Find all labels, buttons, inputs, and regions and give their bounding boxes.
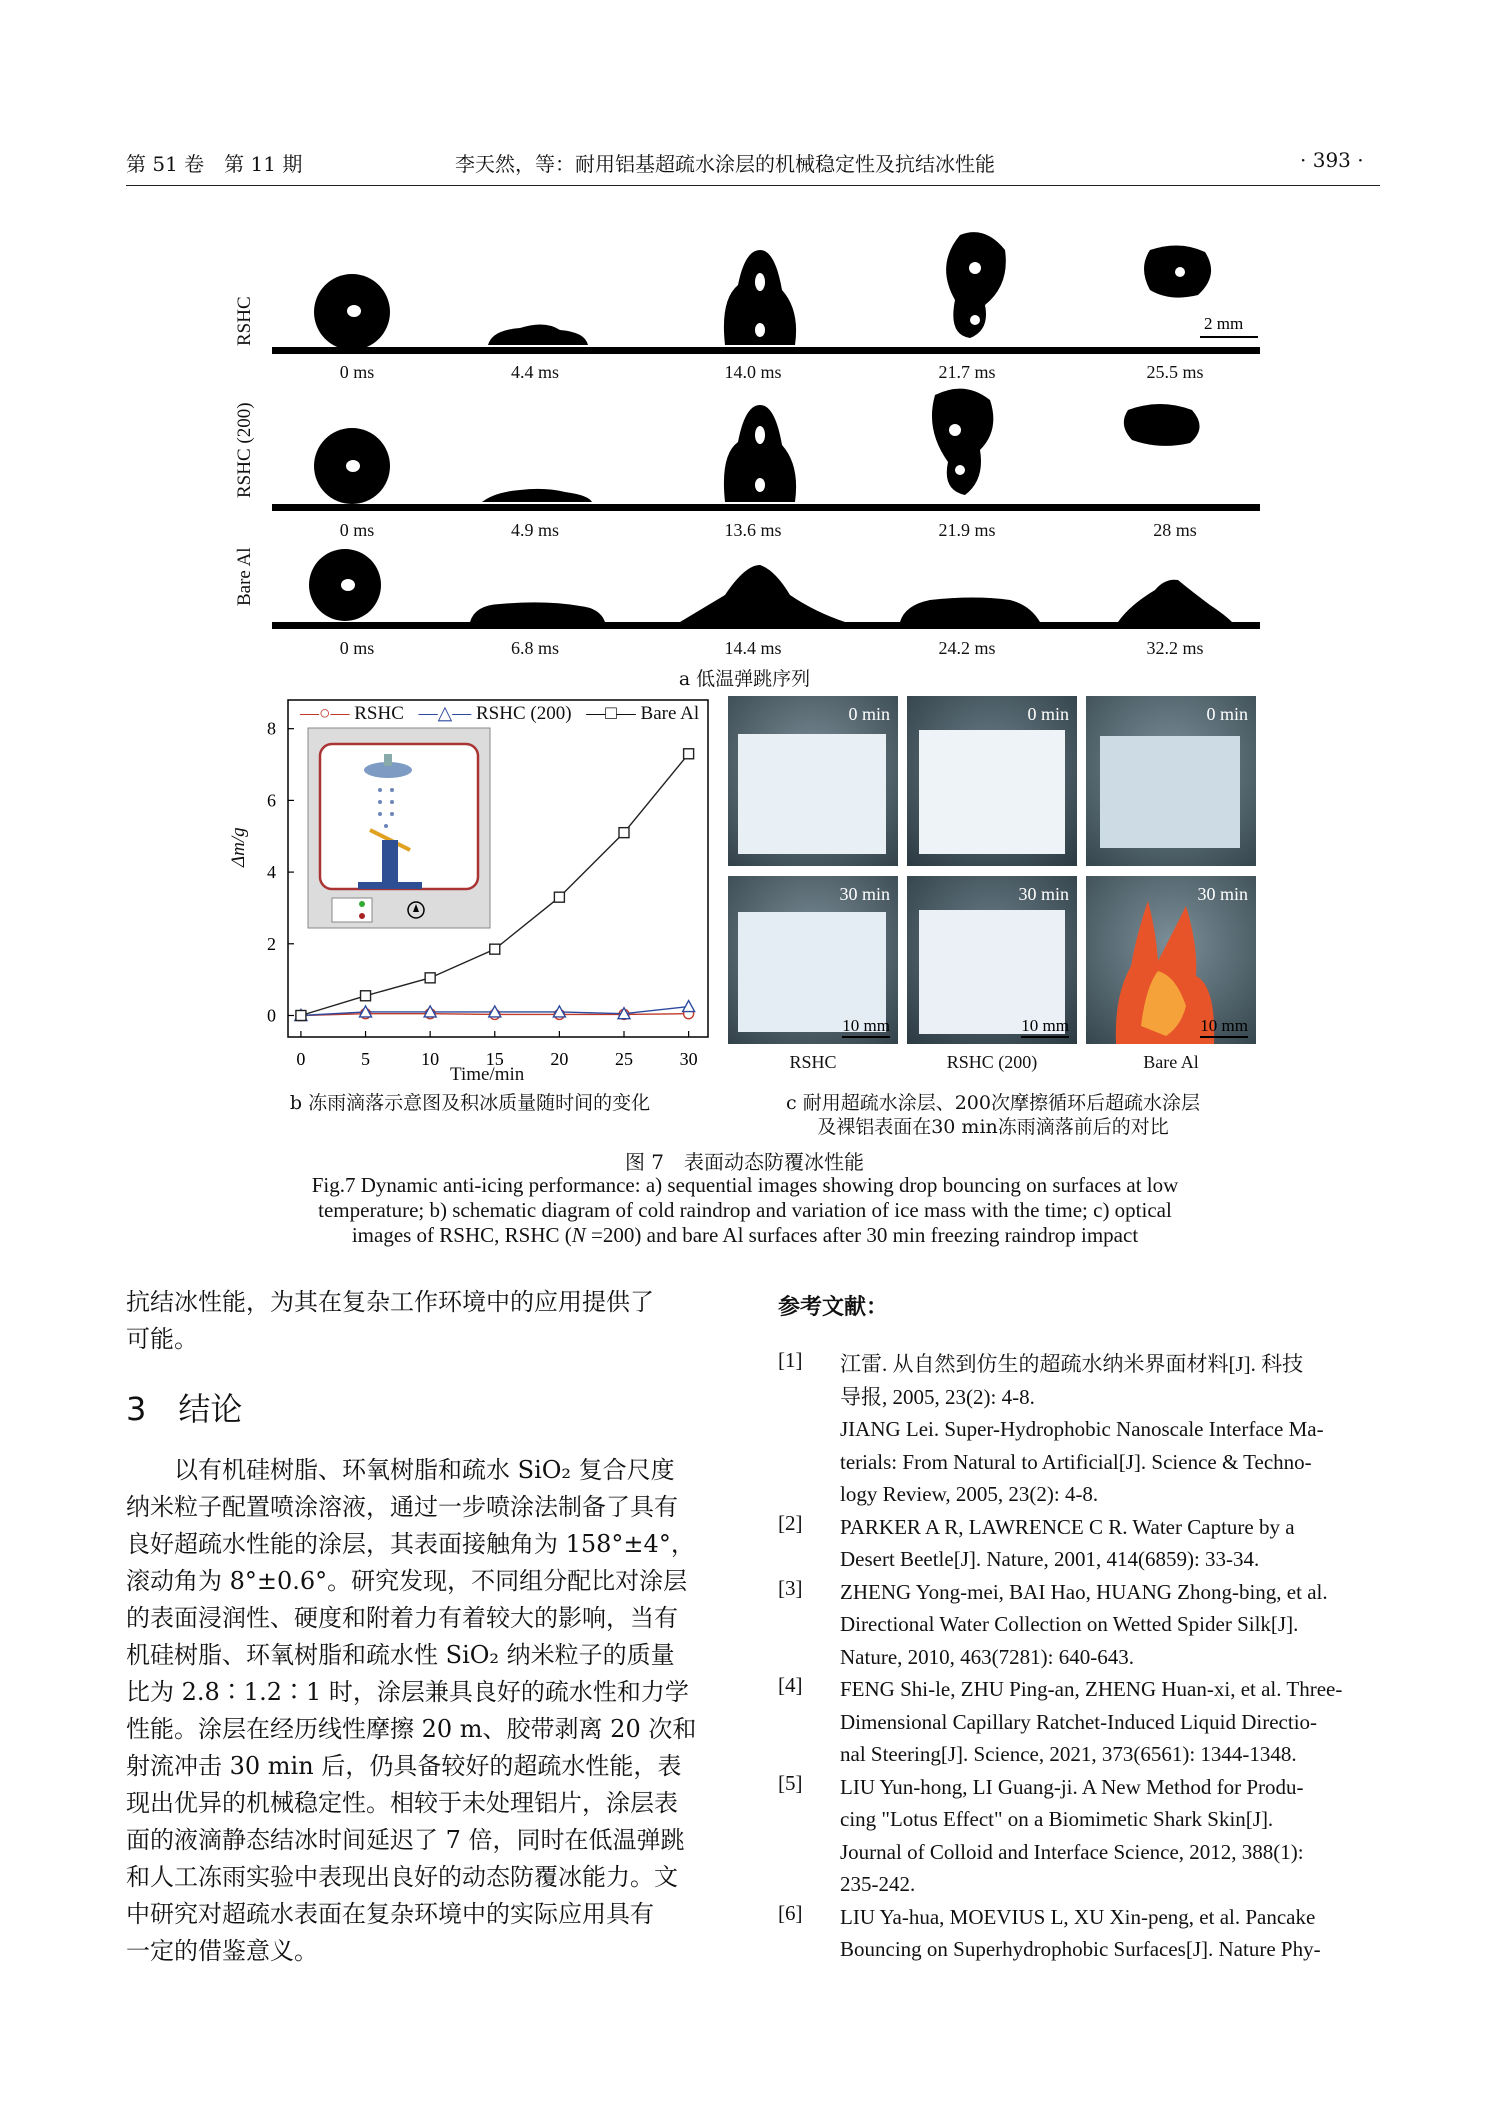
text-line: 滚动角为 8°±0.6°。研究发现，不同组分配比对涂层	[126, 1567, 688, 1595]
y-tick-label: 2	[267, 933, 276, 954]
legend-marker-bareal: —□—	[586, 703, 636, 724]
drop-hole	[341, 579, 355, 591]
conclusion-paragraph	[126, 1452, 726, 1970]
time-label: 25.5 ms	[1146, 362, 1204, 382]
ground-line	[272, 504, 1260, 511]
photo-rshc-0min	[728, 696, 898, 866]
data-point	[619, 828, 629, 838]
text-line: 射流冲击 30 min 后，仍具备较好的超疏水性能，表	[126, 1752, 682, 1780]
figure-a-drops	[0, 0, 1489, 700]
photo-rshc-30min	[728, 876, 898, 1044]
drop-hole	[755, 426, 765, 444]
time-label: 0 ms	[339, 520, 375, 540]
reference-item	[778, 1511, 1380, 1576]
drop	[900, 598, 1040, 623]
reference-item	[778, 1348, 1380, 1511]
indicator-green	[359, 901, 365, 907]
x-tick-label: 10	[421, 1049, 440, 1069]
data-point	[683, 1001, 695, 1012]
y-tick-label: 6	[267, 790, 276, 811]
inset-schematic	[308, 728, 490, 928]
x-tick-label: 0	[296, 1049, 306, 1069]
reference-line: terials: From Natural to Artificial[J]. Science & Techno-	[840, 1449, 1312, 1474]
figure-caption-en-1: Fig.7 Dynamic anti-icing performance: a) sequential images showing drop bouncing on surfaces at low	[311, 1173, 1179, 1197]
drop	[488, 324, 588, 345]
data-point	[296, 1010, 306, 1020]
reference-item	[778, 1673, 1380, 1771]
figure-c-caption-2: 及裸铝表面在30 min冻雨滴落前后的对比	[817, 1116, 1169, 1138]
reference-line: FENG Shi-le, ZHU Ping-an, ZHENG Huan-xi, et al. Three-	[840, 1677, 1343, 1701]
photo-time: 30 min	[1197, 884, 1248, 904]
header-title: 李天然，等：耐用铝基超疏水涂层的机械稳定性及抗结冰性能	[455, 152, 995, 176]
chart-legend	[300, 702, 699, 725]
scale-bar-label: 2 mm	[1204, 314, 1244, 333]
time-label: 0 ms	[339, 638, 375, 658]
reference-number: [4]	[778, 1673, 803, 1697]
drop-hole	[969, 262, 981, 274]
time-label: 13.6 ms	[724, 520, 782, 540]
drop	[1124, 404, 1200, 446]
y-tick-label: 4	[267, 862, 276, 883]
drop	[680, 565, 845, 622]
photo-rshc200-0min	[907, 696, 1077, 866]
stand-base	[358, 882, 422, 889]
photo-time: 30 min	[1018, 884, 1069, 904]
text-line: 中研究对超疏水表面在复杂环境中的实际应用具有	[126, 1900, 654, 1928]
photo-time: 0 min	[1027, 704, 1069, 724]
reference-number: [5]	[778, 1770, 803, 1795]
legend-marker-rshc200: —△—	[418, 703, 472, 724]
time-label: 4.9 ms	[510, 520, 559, 540]
photo-time: 30 min	[839, 884, 890, 904]
header-page: · 393 ·	[1300, 148, 1364, 172]
x-tick-label: 15	[485, 1049, 504, 1069]
photo-time: 0 min	[1206, 704, 1248, 724]
text-line: 良好超疏水性能的涂层，其表面接触角为 158°±4°，	[126, 1530, 695, 1558]
time-label: 21.9 ms	[938, 520, 996, 540]
text-line: 性能。涂层在经历线性摩擦 20 m、胶带剥离 20 次和	[126, 1715, 697, 1743]
reference-line: Journal of Colloid and Interface Science, 2012, 388(1):	[840, 1839, 1304, 1864]
x-tick-label: 25	[615, 1049, 633, 1069]
text-line: 比为 2.8∶1.2∶1 时，涂层兼具良好的疏水性和力学	[126, 1678, 689, 1706]
reference-line: 江雷. 从自然到仿生的超疏水纳米界面材料[J]. 科技	[840, 1352, 1304, 1376]
drop-hole	[755, 478, 765, 492]
text-line: 一定的借鉴意义。	[126, 1937, 318, 1965]
figure-caption-en-3: images of RSHC, RSHC (N =200) and bare Al surfaces after 30 min freezing raindrop impact	[351, 1223, 1139, 1247]
row-label-bareal: Bare Al	[234, 547, 255, 606]
reference-item	[778, 1576, 1380, 1674]
figure-a	[0, 0, 1489, 700]
drop-hole	[1175, 267, 1185, 277]
drop-hole	[755, 323, 765, 337]
text-line: 现出优异的机械稳定性。相较于未处理铝片，涂层表	[126, 1789, 678, 1817]
legend-rshc: RSHC	[354, 703, 404, 724]
photo-label-bareal: Bare Al	[1143, 1052, 1199, 1072]
data-point	[684, 749, 694, 759]
drop-hole	[970, 315, 980, 325]
figure-c-caption-1: c 耐用超疏水涂层、200次摩擦循环后超疏水涂层	[786, 1092, 1200, 1114]
row-bareal-drops	[309, 549, 1232, 622]
time-label: 0 ms	[339, 362, 375, 382]
figure-caption-cn: 图 7 表面动态防覆冰性能	[624, 1150, 865, 1174]
photo-label-rshc: RSHC	[789, 1052, 837, 1072]
reference-line: cing "Lotus Effect" on a Biomimetic Shark Skin[J].	[840, 1807, 1274, 1831]
figure-b-caption: b 冻雨滴落示意图及积冰质量随时间的变化	[289, 1092, 651, 1114]
text-line: 可能。	[126, 1325, 198, 1353]
photo-time: 0 min	[848, 704, 890, 724]
photo-scale-bar: 10 mm	[842, 1016, 890, 1038]
text-line: 纳米粒子配置喷涂溶液，通过一步喷涂法制备了具有	[126, 1493, 678, 1521]
y-tick-label: 0	[267, 1005, 276, 1026]
drop	[932, 389, 993, 495]
time-label: 14.4 ms	[724, 638, 782, 658]
text-line: 的表面浸润性、硬度和附着力有着较大的影响，当有	[126, 1604, 678, 1632]
figure-a-caption: a 低温弹跳序列	[678, 668, 811, 690]
figure-c	[728, 696, 1258, 1126]
indicator-red	[359, 913, 365, 919]
reference-line: Nature, 2010, 463(7281): 640-643.	[840, 1644, 1134, 1669]
reference-number: [2]	[778, 1510, 803, 1535]
figure-b	[220, 692, 720, 1092]
row-rshc200-drops	[314, 389, 1200, 504]
reference-item	[778, 1901, 1380, 1966]
legend-marker-rshc: —○—	[300, 703, 350, 724]
reference-number: [1]	[778, 1348, 803, 1372]
reference-line: nal Steering[J]. Science, 2021, 373(6561): 1344-1348.	[840, 1742, 1297, 1766]
x-tick-label: 30	[679, 1049, 698, 1069]
drop-hole	[949, 424, 961, 436]
reference-line: LIU Yun-hong, LI Guang-ji. A New Method for Produ-	[840, 1774, 1304, 1799]
time-label: 21.7 ms	[938, 362, 996, 382]
time-label: 28 ms	[1153, 520, 1197, 540]
reference-number: [6]	[778, 1900, 803, 1925]
data-point	[490, 944, 500, 954]
text-line: 机硅树脂、环氧树脂和疏水性 SiO₂ 纳米粒子的质量	[126, 1641, 675, 1669]
reference-line: JIANG Lei. Super-Hydrophobic Nanoscale Interface Ma-	[840, 1417, 1324, 1441]
y-tick-label: 8	[267, 718, 276, 739]
reference-number: [3]	[778, 1575, 803, 1600]
data-point	[554, 892, 564, 902]
reference-line: Bouncing on Superhydrophobic Surfaces[J]. Nature Phy-	[840, 1937, 1321, 1961]
header-volume: 第 51 卷 第 11 期	[126, 152, 303, 176]
drop	[1118, 580, 1232, 622]
references-title: 参考文献：	[778, 1295, 889, 1320]
photo-bareal-0min	[1086, 696, 1256, 866]
section-title: 3 结论	[126, 1390, 243, 1428]
ice-mass-chart	[220, 692, 720, 1092]
reference-line: 导报, 2005, 23(2): 4-8.	[840, 1384, 1035, 1409]
legend-bareal: Bare Al	[640, 703, 700, 724]
references-list	[778, 1348, 1380, 1966]
drop-hole	[755, 273, 765, 291]
reference-line: 235-242.	[840, 1872, 916, 1896]
reference-line: ZHENG Yong-mei, BAI Hao, HUANG Zhong-bing, et al.	[840, 1579, 1328, 1604]
reference-line: PARKER A R, LAWRENCE C R. Water Capture by a	[840, 1514, 1295, 1539]
reference-line: logy Review, 2005, 23(2): 4-8.	[840, 1482, 1099, 1506]
row-rshc-drops	[314, 232, 1211, 350]
photo-label-rshc200: RSHC (200)	[946, 1052, 1038, 1072]
time-label: 32.2 ms	[1146, 638, 1204, 658]
drop-hole	[346, 460, 360, 472]
drop-hole	[347, 305, 361, 317]
x-tick-label: 5	[361, 1049, 371, 1069]
time-label: 14.0 ms	[724, 362, 782, 382]
control-panel	[332, 898, 372, 922]
drop	[470, 602, 605, 622]
reference-line: Dimensional Capillary Ratchet-Induced Liquid Directio-	[840, 1709, 1318, 1734]
photo-rshc200-30min	[907, 876, 1077, 1044]
reference-line: LIU Ya-hua, MOEVIUS L, XU Xin-peng, et al. Pancake	[840, 1904, 1316, 1929]
photo-scale-bar: 10 mm	[1200, 1016, 1248, 1038]
drop-hole	[955, 465, 965, 475]
reference-line: Desert Beetle[J]. Nature, 2001, 414(6859): 33-34.	[840, 1547, 1260, 1571]
x-tick-label: 20	[550, 1049, 569, 1069]
ground-line	[272, 347, 1260, 354]
sample-stand	[382, 840, 398, 886]
legend-rshc200: RSHC (200)	[476, 703, 572, 724]
data-point	[361, 991, 371, 1001]
text-line: 面的液滴静态结冰时间延迟了 7 倍，同时在低温弹跳	[126, 1826, 685, 1854]
sprinkler-stem	[384, 754, 392, 766]
photo-scale-bar: 10 mm	[1021, 1016, 1069, 1038]
photo-bareal-30min	[1086, 876, 1256, 1044]
row-label-rshc200: RSHC (200)	[234, 402, 255, 498]
figure-caption-en-2: temperature; b) schematic diagram of cold raindrop and variation of ice mass with the time; c) optical	[318, 1198, 1172, 1222]
drop	[482, 489, 592, 502]
ground-line	[272, 622, 1260, 629]
text-line: 以有机硅树脂、环氧树脂和疏水 SiO₂ 复合尺度	[174, 1456, 675, 1484]
paragraph-continuation	[126, 1284, 726, 1358]
reference-item	[778, 1771, 1380, 1901]
text-line: 和人工冻雨实验中表现出良好的动态防覆冰能力。文	[126, 1863, 678, 1891]
data-point	[425, 973, 435, 983]
time-label: 4.4 ms	[510, 362, 559, 382]
reference-line: Directional Water Collection on Wetted Spider Silk[J].	[840, 1612, 1299, 1636]
time-label: 6.8 ms	[510, 638, 559, 658]
chart-xlabel: Time/min	[450, 1064, 525, 1085]
chart-ylabel: Δm/g	[228, 827, 249, 867]
time-label: 24.2 ms	[938, 638, 996, 658]
scale-bar-line	[1200, 336, 1258, 338]
text-line: 抗结冰性能，为其在复杂工作环境中的应用提供了	[126, 1288, 654, 1316]
row-label-rshc: RSHC	[234, 296, 255, 346]
